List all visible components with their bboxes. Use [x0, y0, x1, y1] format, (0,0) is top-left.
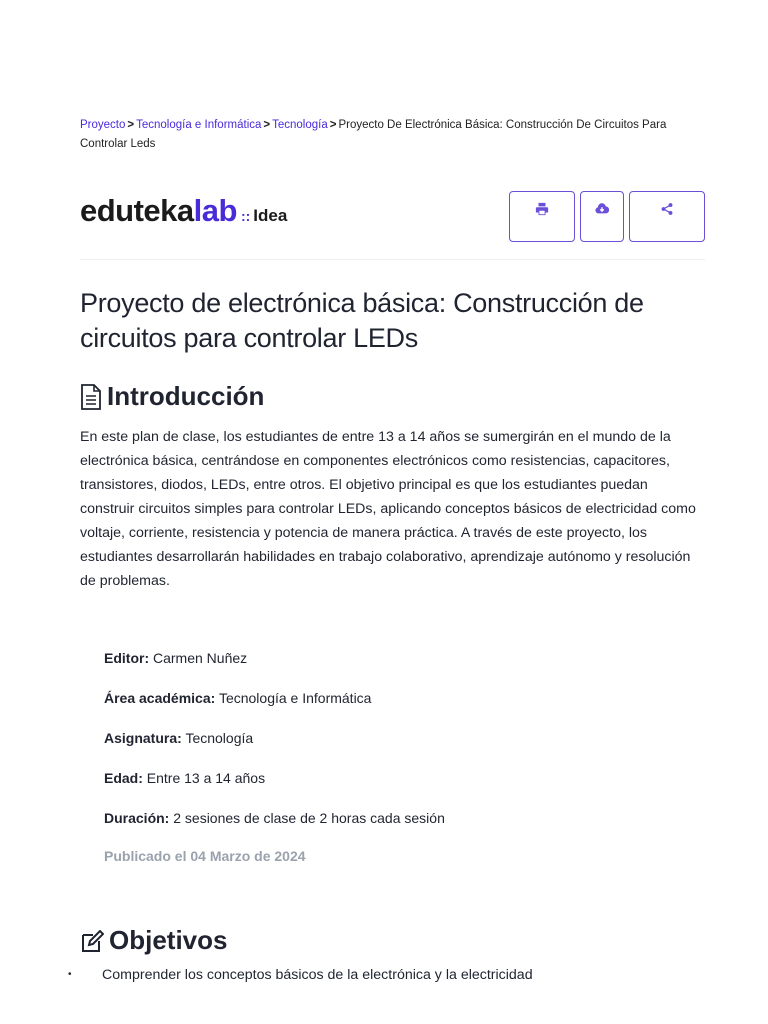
- logo-dots: ::: [240, 208, 251, 224]
- meta-subject-value: Tecnología: [185, 730, 254, 746]
- header-divider: [80, 259, 705, 260]
- print-button[interactable]: [509, 191, 575, 242]
- edit-icon: [80, 930, 104, 954]
- objectives-section-header: [80, 926, 227, 954]
- edutekalab-logo[interactable]: [80, 193, 287, 233]
- breadcrumb-separator: >: [329, 119, 337, 131]
- breadcrumb: [80, 116, 700, 154]
- meta-age-label: Edad:: [104, 770, 143, 786]
- cloud-download-icon: [595, 202, 609, 216]
- breadcrumb-link-tecnologia[interactable]: Tecnología: [272, 119, 328, 131]
- breadcrumb-link-proyecto[interactable]: Proyecto: [80, 119, 126, 131]
- meta-age-value: Entre 13 a 14 años: [146, 770, 266, 786]
- logo-brand: eduteka: [80, 193, 194, 228]
- action-toolbar: [509, 191, 705, 242]
- intro-heading: Introducción: [107, 381, 265, 411]
- meta-subject-label: Asignatura:: [104, 730, 182, 746]
- objective-text: Comprender los conceptos básicos de la electrónica y la electricidad: [102, 967, 533, 983]
- meta-editor-label: Editor:: [104, 650, 150, 666]
- meta-duration: [104, 808, 664, 848]
- meta-editor-value: Carmen Nuñez: [153, 650, 248, 666]
- breadcrumb-link-tecnologia-informatica[interactable]: Tecnología e Informática: [136, 119, 262, 131]
- plan-metadata: [104, 648, 664, 864]
- intro-section-header: [80, 382, 264, 410]
- intro-paragraph: En este plan de clase, los estudiantes de entre 13 a 14 años se sumergirán en el mundo de la electrónica básica, centrándose en componentes electrónicos como resistencias, capacitores, transistores, diodos, LEDs, entre otros. El objetivo principal es que los estudiantes puedan construir circuitos simples para controlar LEDs, aplicando conceptos básicos de electricidad como voltaje, corriente, resistencia y potencia de manera práctica. A través de este proyecto, los estudiantes desarrollarán habilidades en trabajo colaborativo, aprendizaje autónomo y resolución de problemas.: [80, 429, 696, 589]
- breadcrumb-separator: >: [263, 119, 271, 131]
- breadcrumb-separator: >: [127, 119, 135, 131]
- meta-area-value: Tecnología e Informática: [218, 690, 372, 706]
- meta-subject: [104, 728, 664, 768]
- download-button[interactable]: [580, 191, 624, 242]
- meta-age: [104, 768, 664, 808]
- logo-brand-lab: lab: [193, 193, 237, 228]
- document-icon: [80, 384, 102, 410]
- objectives-heading: Objetivos: [109, 925, 228, 955]
- print-icon: [535, 202, 549, 216]
- share-button[interactable]: [629, 191, 705, 242]
- meta-area-label: Área académica:: [104, 690, 216, 706]
- published-date: Publicado el 04 Marzo de 2024: [104, 848, 306, 864]
- share-icon: [660, 202, 674, 216]
- list-bullet: •: [68, 969, 72, 980]
- meta-area: [104, 688, 664, 728]
- meta-duration-value: 2 sesiones de clase de 2 horas cada sesión: [173, 810, 445, 826]
- page-title: Proyecto de electrónica básica: Construcción de circuitos para controlar LEDs: [80, 288, 644, 353]
- breadcrumb-current: Proyecto De Electrónica Básica: Construcción De Circuitos Para Controlar Leds: [80, 119, 667, 150]
- logo-suffix: Idea: [253, 206, 288, 225]
- meta-duration-label: Duración:: [104, 810, 170, 826]
- meta-editor: [104, 648, 664, 688]
